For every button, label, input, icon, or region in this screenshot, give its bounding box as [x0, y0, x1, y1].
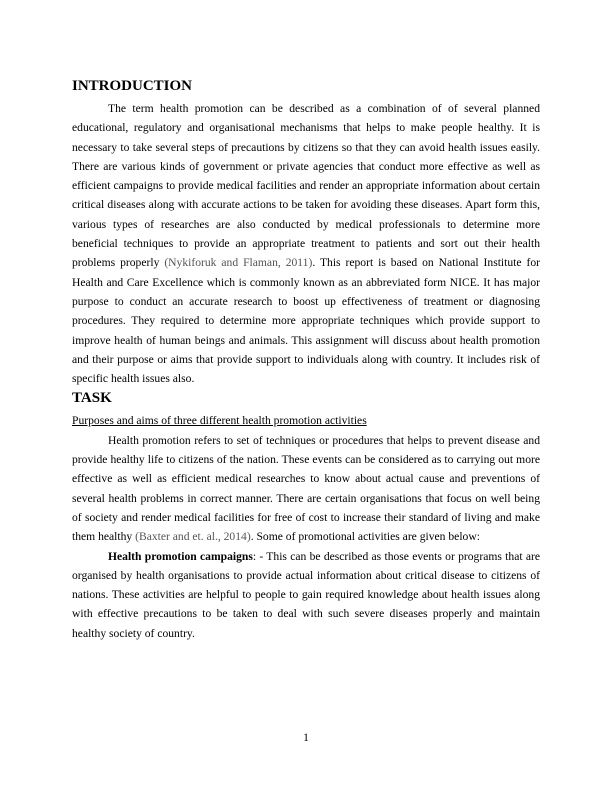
intro-heading: INTRODUCTION [72, 78, 193, 94]
task-paragraph-2 [72, 547, 540, 643]
task-heading: TASK [72, 390, 112, 407]
task-subheading: Purposes and aims of three different health promotion activities [72, 414, 367, 428]
document-page [72, 76, 540, 643]
task-p1-citation: (Baxter and et. al., 2014) [135, 530, 251, 544]
task-p2-text: : - This can be described as those events or programs that are organised by health organisations to provide actual information about critical disease to citizens of nations. These activities are helpful to people to gain required knowledge about health issues along with effective precautions to be taken to deal with such severe diseases properly and maintain healthy society of country. [72, 549, 540, 640]
intro-paragraph [72, 99, 540, 388]
page-number: 1 [303, 731, 309, 744]
intro-text-1: The term health promotion can be described as a combination of of several planned educational, regulatory and organisational mechanisms that helps to make people healthy. It is necessary to take several steps of precautions by citizens so that they can avoid health issues easily. There are various kinds of government or private agencies that conduct more effective as well as efficient campaigns to provide medical facilities and render an appropriate information about certain critical diseases along with accurate actions to be taken for avoiding these diseases. Apart form this, various types of researches are also conducted by medical professionals to determine more beneficial techniques to provide an appropriate treatment to patients and sort out their health problems properly [72, 102, 540, 270]
task-p1-text-2: . Some of promotional activities are given below: [250, 530, 480, 544]
campaigns-term: Health promotion campaigns [108, 549, 253, 563]
intro-text-2: . This report is based on National Institute for Health and Care Excellence which is commonly known as an abbreviated form NICE. It has major purpose to conduct an accurate research to boost up effectiveness of treatment or diagnosing procedures. They required to determine more appropriate techniques which provide support to improve health of human beings and animals. This assignment will discuss about health promotion and their purpose or aims that provide support to individuals along with country. It includes risk of specific health issues also. [72, 256, 540, 386]
task-p1-text-1: Health promotion refers to set of techniques or procedures that helps to prevent disease and provide healthy life to citizens of the nation. These events can be considered as to carrying out more effective as well as efficient medical researches to know about actual cause and preventions of several health problems in correct manner. There are certain organisations that focus on well being of society and render medical facilities for free of cost to increase their standard of living and make them healthy [72, 433, 540, 544]
task-paragraph-1 [72, 431, 540, 547]
intro-citation: (Nykiforuk and Flaman, 2011) [164, 256, 313, 270]
